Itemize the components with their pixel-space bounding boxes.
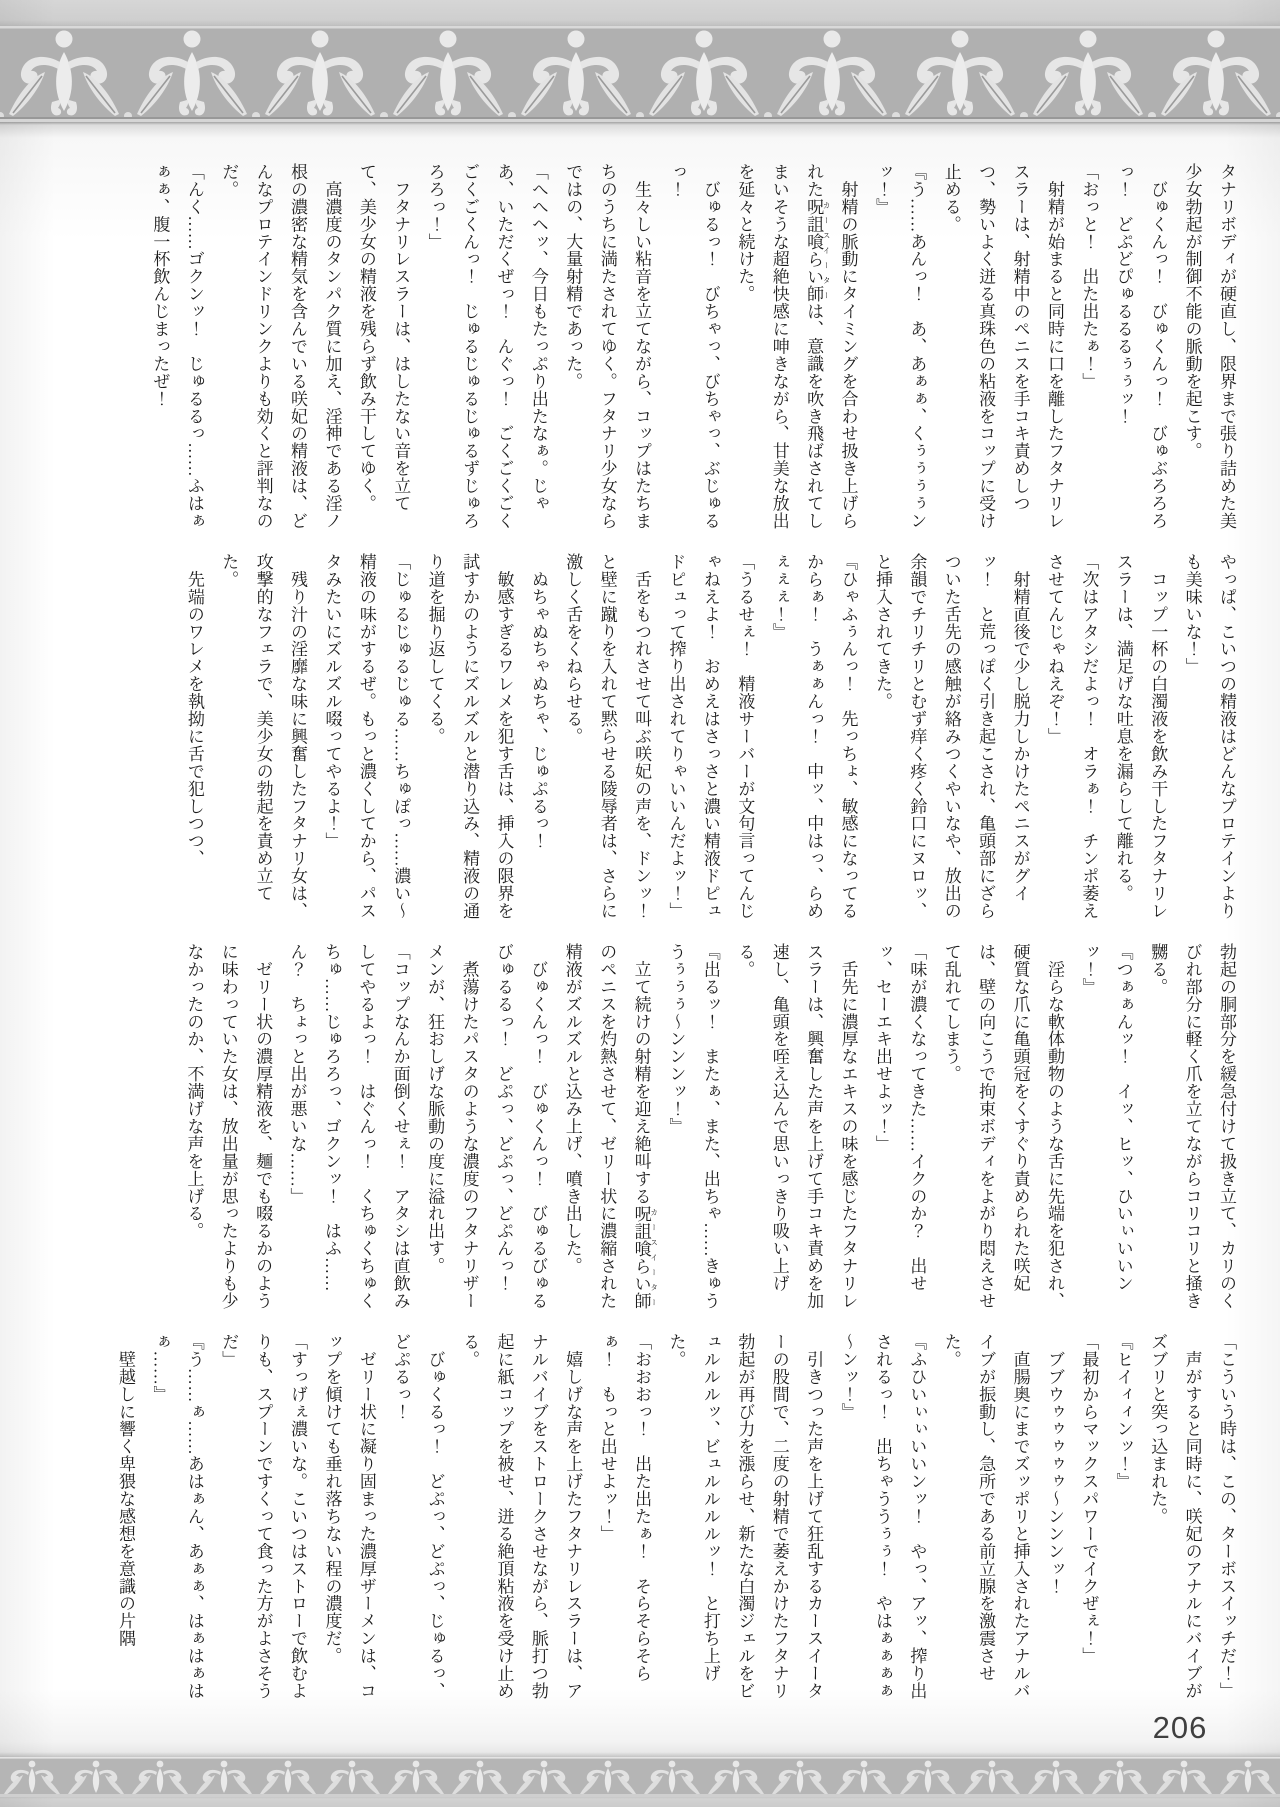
paragraph: ゼリー状に凝り固まった濃厚ザーメンは、コップを傾けても垂れ落ちない程の濃度だ。 xyxy=(322,1333,376,1700)
paragraph: ゼリー状の濃厚精液を、麺でも啜るかのように味わっていた女は、放出量が思ったよりも少なかったのか、不満げな声を上げる。 xyxy=(184,943,273,1310)
paragraph: 声がすると同時に、咲妃のアナルにバイブがズブリと突っ込まれた。 xyxy=(1148,1333,1202,1700)
paragraph: 「じゅるじゅるじゅる……ちゅぽっ……濃い～精液の味がするぜ。もっと濃くしてから、パスタみたいにズルズル啜ってやるよ！」 xyxy=(322,553,411,920)
paragraph: びゅくんっ！ びゅくんっ！ びゅるびゅるびゅるるっ！ どぷっ、どぷっ、どぷんっ！ xyxy=(493,943,548,1310)
paragraph: びゅくんっ！ びゅくんっ！ びゅぶろろろっ！ どぷどぴゅるるるぅぅッ！ xyxy=(1113,163,1168,530)
paragraph: 『ひゃふぅんっ！ 先っちょ、敏感になってるからぁ！ うぁぁんっ！ 中ッ、中はっ、らめぇぇぇ！』 xyxy=(769,553,858,920)
paragraph: 勃起の胴部分を緩急付けて扱き立て、カリのくびれ部分に軽く爪を立てながらコリコリと掻き嬲る。 xyxy=(1148,943,1236,1310)
paragraph: 敏感すぎるワレメを犯す舌は、挿入の限界を試すかのようにズルズルと潜り込み、精液の通り道を掘り返してくる。 xyxy=(425,553,514,920)
paragraph: 射精が始まると同時に口を離したフタナリレスラーは、射精中のペニスを手コキ責めしつつ、勢いよく迸る真珠色の粘液をコップに受け止める。 xyxy=(941,163,1064,530)
top-ornament-border xyxy=(0,26,1280,122)
paragraph: 「こういう時は、この、ターボスイッチだ！」 xyxy=(1217,1333,1236,1700)
paragraph: 『つぁぁんッ！ イッ、ヒッ、ひいぃいいンッ！』 xyxy=(1079,943,1133,1292)
paragraph: 「へへヘッ、今日もたっぷり出たなぁ。じゃあ、いただくぜっ！ んぐっ！ ごくごくごくごくごくんっ！ じゅるじゅるじゅるずじゅろろろっ！」 xyxy=(425,163,548,530)
paragraph: 嬉しげな声を上げたフタナリレスラーは、アナルバイブをストロークさせながら、脈打つ勃起に紙コップを被せ、迸る絶頂粘液を受け止める。 xyxy=(460,1333,583,1700)
paragraph: 射精の脈動にタイミングを合わせ扱き上げられた呪詛喰らい師 カースイーターは、意識を吹き飛ばされてしまいそうな超絶快感に呻きながら、甘美な放出を延々と続けた。 xyxy=(735,163,858,530)
paragraph: タナリボディが硬直し、限界まで張り詰めた美少女勃起が制御不能の脈動を起こす。 xyxy=(1182,163,1236,530)
text-row-3 xyxy=(37,943,1243,1319)
text-row-4 xyxy=(37,1333,1243,1709)
paragraph: 先端のワレメを執拗に舌で犯しつつ、 xyxy=(184,553,204,868)
paragraph: 「おおおっ！ 出た出たぁ！ そらそらそらぁ！ もっと出せよッ！」 xyxy=(597,1333,652,1682)
text-row-2 xyxy=(37,553,1243,937)
paragraph: 舌をもつれさせて叫ぶ咲妃の声を、ドンッ！ と壁に蹴りを入れて黙らせる陵辱者は、さらに激しく舌をくねらせる。 xyxy=(563,553,652,937)
paragraph: 引きつった声を上げて狂乱するカースイーターの股間で、二度の射精で萎えかけたフタナリ勃起が再び力を漲らせ、新たな白濁ジェルをビュルルルッ、ビュルルルルッ！ と打ち上げた。 xyxy=(666,1333,824,1700)
paragraph: びゅるっ！ びちゃっ、びちゃっ、ぶじゅるっ！ xyxy=(666,163,720,530)
paragraph: 「すっげぇ濃いな。こいつはストローで飲むよりも、スプーンですくって食った方がよさそうだ」 xyxy=(219,1333,308,1700)
paragraph: 立て続けの射精を迎え絶叫する呪詛喰らい師 カースイーターのペニスを灼熱させて、ゼリー状に濃縮された精液がズルズルと込み上げ、噴き出した。 xyxy=(562,943,659,1310)
paragraph: 「味が濃くなってきた……イクのか？ 出せッ、セーエキ出せよッ！」 xyxy=(872,943,927,1292)
paragraph: 「うるせぇ！ 精液サーバーが文句言ってんじゃねえよ！ おめえはさっさと濃い精液ドピュドピュって搾り出されてりゃいいんだよッ！」 xyxy=(666,553,755,920)
paragraph: フタナリレスラーは、はしたない音を立てて、美少女の精液を残らず飲み干してゆく。 xyxy=(356,163,411,512)
bottom-ornament-border xyxy=(0,1757,1280,1797)
text-row-1 xyxy=(37,163,1243,539)
paragraph: コップ一杯の白濁液を飲み干したフタナリレスラーは、満足げな吐息を漏らして離れる。 xyxy=(1113,553,1168,920)
paragraph: 「コップなんか面倒くせぇ！ アタシは直飲みしてやるよっ！ はぐんっ！ くちゅくちゅくちゅ……じゅろろっ、ゴクンッ！ はふ……ん？ ちょっと出が悪いな……」 xyxy=(287,943,410,1310)
paragraph: 残り汁の淫靡な味に興奮したフタナリ女は、攻撃的なフェラで、美少女の勃起を責め立てた。 xyxy=(219,553,308,920)
paragraph: ブブウゥゥゥゥゥ～ンンンッ！ xyxy=(1044,1333,1064,1595)
paragraph: 『出るッ！ またぁ、また、出ちゃ……きゅううぅぅぅ～ンンンッ！』 xyxy=(666,943,720,1310)
paragraph: 壁越しに響く卑猥な感想を意識の片隅 xyxy=(116,1333,135,1648)
paragraph: 射精直後で少し脱力しかけたペニスがグイッ！ と荒っぽく引き起こされ、亀頭部にざらついた舌先の感触が絡みつくやいなや、放出の余韻でチリチリとむず痒く疼く鈴口にヌロッ、と挿入されてきた。 xyxy=(872,553,1030,920)
paragraph: 『ふひいぃぃいいンッ！ やっ、アッ、搾り出されるっ！ 出ちゃううぅぅ！ やはぁぁぁぁ～ンッ！』 xyxy=(838,1333,927,1700)
paragraph: ぬちゃぬちゃぬちゃ、じゅぷるっ！ xyxy=(528,553,548,850)
paragraph: やっぱ、こいつの精液はどんなプロテインよりも美味いな！」 xyxy=(1182,553,1236,920)
paragraph: 直腸奥にまでズッポリと挿入されたアナルバイブが振動し、急所である前立腺を激震させた。 xyxy=(941,1333,1030,1700)
page-number: 206 xyxy=(1152,1710,1208,1745)
paragraph: 「おっと！ 出た出たぁ！」 xyxy=(1079,163,1099,390)
paragraph: 高濃度のタンパク質に加え、淫神である淫ノ根の濃密な精気を含んでいる咲妃の精液は、どんなプロテインドリンクよりも効くと評判なのだ。 xyxy=(219,163,342,530)
paragraph: 煮蕩けたパスタのような濃度のフタナリザーメンが、狂おしげな脈動の度に溢れ出す。 xyxy=(425,943,479,1310)
paragraph: 生々しい粘音を立てながら、コップはたちまちのうちに満たされてゆく。フタナリ少女ならではの、大量射精であった。 xyxy=(563,163,652,530)
paragraph: びゅくるっ！ どぷっ、どぷっ、じゅるっ、どぷるっ！ xyxy=(391,1333,445,1700)
paragraph: 「最初からマックスパワーでイクぜぇ！」 xyxy=(1079,1333,1099,1665)
paragraph: 舌先に濃厚なエキスの味を感じたフタナリレスラーは、興奮した声を上げて手コキ責めを加速し、亀頭を咥え込んで思いっきり吸い上げる。 xyxy=(735,943,858,1310)
paragraph: 淫らな軟体動物のような舌に先端を犯され、硬質な爪に亀頭冠をくすぐり責められた咲妃は、壁の向こうで拘束ボディをよがり悶えさせて乱れてしまう。 xyxy=(941,943,1064,1310)
paragraph: 「次はアタシだよっ！ オラぁ！ チンポ萎えさせてんじゃねえぞ！」 xyxy=(1044,553,1099,920)
paragraph: 『ヒイィィンッ！』 xyxy=(1113,1333,1133,1491)
paragraph: 『う……ぁ……あはぁん、あぁぁ、はぁはぁはぁ……』 xyxy=(150,1333,204,1700)
paragraph: 『う……あんっ！ あ、あぁぁ、くぅぅぅぅンッ！』 xyxy=(872,163,927,530)
paragraph: 「んく……ゴクンッ！ じゅるるっ……ふはぁぁぁ、腹一杯飲んじまったぜ！ xyxy=(150,163,204,530)
